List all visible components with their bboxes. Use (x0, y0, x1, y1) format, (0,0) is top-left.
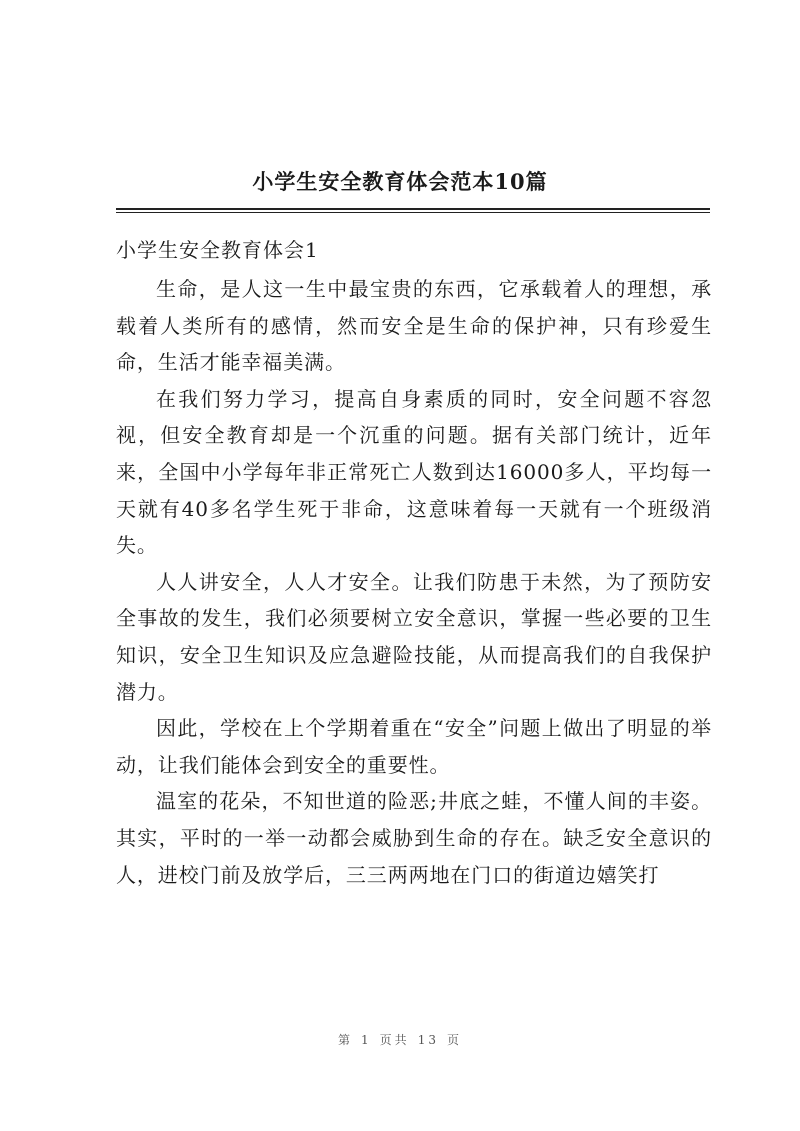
footer-current-page: 1 (361, 1033, 372, 1047)
title-divider (116, 208, 710, 213)
paragraph-2: 在我们努力学习，提高自身素质的同时，安全问题不容忽视，但安全教育却是一个沉重的问题。据有关部门统计，近年来，全国中小学每年非正常死亡人数到达16000多人，平均每一天就有40多名学生死于非命，这意味着每一天就有一个班级消失。 (116, 386, 712, 558)
footer-total-pages: 13 (417, 1033, 439, 1047)
footer-prefix: 第 (338, 1033, 354, 1047)
page-footer (0, 1031, 800, 1048)
section-heading: 小学生安全教育体会1 (116, 238, 319, 262)
paragraph-5: 温室的花朵，不知世道的险恶;井底之蛙，不懂人间的丰姿。其实，平时的一举一动都会威胁到生命的存在。缺乏安全意识的人，进校门前及放学后，三三两两地在门口的街道边嬉笑打 (116, 789, 712, 887)
paragraph-3: 人人讲安全，人人才安全。让我们防患于未然，为了预防安全事故的发生，我们必须要树立安全意识，掌握一些必要的卫生知识，安全卫生知识及应急避险技能，从而提高我们的自我保护潜力。 (116, 569, 712, 704)
document-title: 小学生安全教育体会范本10篇 (252, 169, 548, 194)
paragraph-1: 生命，是人这一生中最宝贵的东西，它承载着人的理想，承载着人类所有的感情，然而安全是生命的保护神，只有珍爱生命，生活才能幸福美满。 (116, 277, 712, 375)
footer-suffix: 页 (446, 1033, 462, 1047)
footer-middle: 页共 (379, 1033, 410, 1047)
paragraph-4: 因此，学校在上个学期着重在“安全”问题上做出了明显的举动，让我们能体会到安全的重要性。 (116, 716, 712, 777)
body-text (116, 271, 712, 893)
